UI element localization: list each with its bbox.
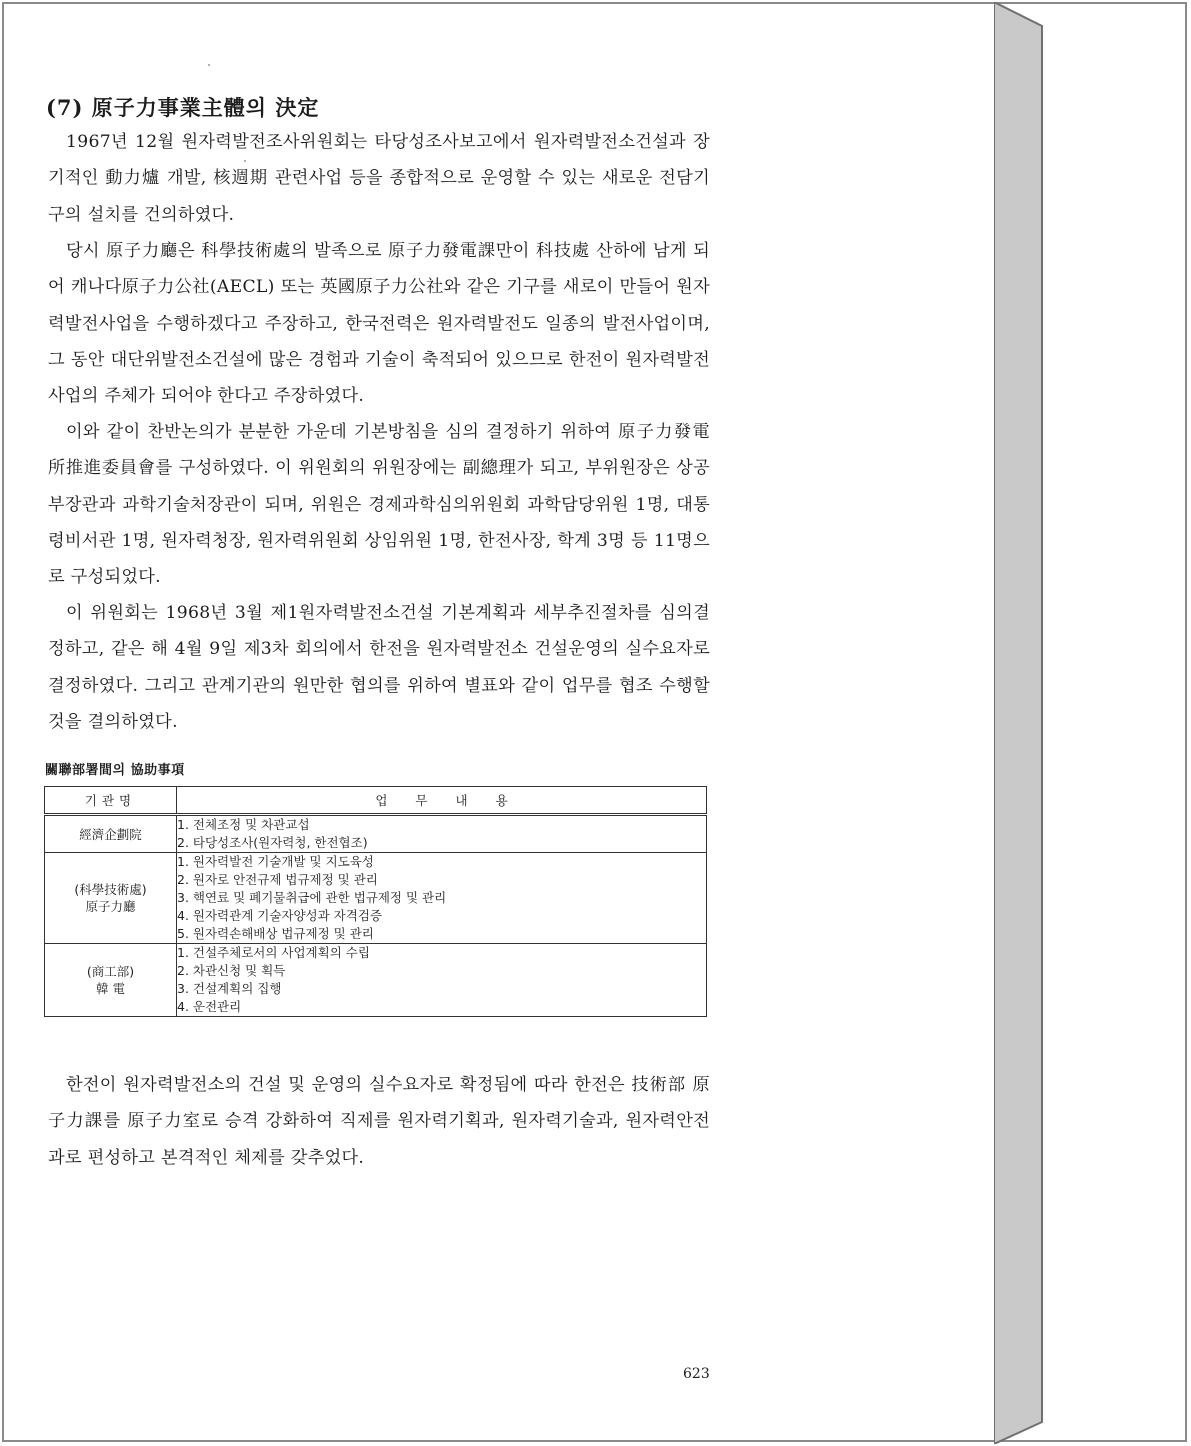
duty-item: 3. 핵연료 및 폐기물취급에 관한 법규제정 및 관리 (177, 890, 447, 905)
agency-line: 經濟企劃院 (79, 826, 142, 842)
duties-cell (177, 944, 707, 1017)
duty-item: 3. 건설계획의 집행 (177, 981, 282, 996)
agency-line: 原子力廳 (85, 899, 136, 914)
duty-item: 2. 차관신청 및 획득 (177, 963, 286, 978)
section-heading: (7) 原子力事業主體의 決定 (46, 95, 320, 120)
duty-item: 5. 원자력손해배상 법규제정 및 관리 (177, 926, 374, 941)
paragraph: 당시 原子力廳은 科學技術處의 발족으로 原子力發電課만이 科技處 산하에 남게 되어 캐나다原子力公社(AECL) 또는 英國原子力公社와 같은 기구를 새로이 만들어 원자력발전사업을 수행하겠다고 주장하고, 한국전력은 원자력발전도 일종의 발전사업이며, 그 동안 대단위발전소건설에 많은 경험과 기술이 축적되어 있으므로 한전이 원자력발전사업의 주체가 되어야 한다고 주장하였다. (48, 241, 710, 407)
table-row (45, 944, 707, 1017)
agency-line: (科學技術處) (74, 882, 147, 897)
duty-item: 1. 건설주체로서의 사업계획의 수립 (177, 945, 370, 960)
paragraph: 이 위원회는 1968년 3월 제1원자력발전소건설 기본계획과 세부추진절차를 심의결정하고, 같은 해 4월 9일 제3차 회의에서 한전을 원자력발전소 건설운영의 실수요자로 결정하였다. 그리고 관계기관의 원만한 협의를 위하여 별표와 같이 업무를 협조 수행할 것을 결의하였다. (48, 603, 710, 732)
page-number: 623 (683, 1366, 710, 1382)
agency-cell (45, 815, 177, 853)
duty-item: 2. 타당성조사(원자력청, 한전협조) (177, 835, 368, 850)
agency-line: (商工部) (86, 964, 135, 979)
table-row (45, 853, 707, 944)
agency-line: 韓 電 (96, 981, 125, 996)
table-header-row (45, 787, 707, 815)
column-header-duties: 업무내용 (177, 787, 707, 815)
paragraph: 한전이 원자력발전소의 건설 및 운영의 실수요자로 확정됨에 따라 한전은 技術部 原子力課를 原子力室로 승격 강화하여 직제를 원자력기획과, 원자력기술과, 원자력안전과로 편성하고 본격적인 체제를 갖추었다. (48, 1075, 710, 1168)
paragraph: 이와 같이 찬반논의가 분분한 가운데 기본방침을 심의 결정하기 위하여 原子力發電所推進委員會를 구성하였다. 이 위원회의 위원장에는 副總理가 되고, 부위원장은 상공부장관과 과학기술처장관이 되며, 위원은 경제과학심의위원회 과학담당위원 1명, 대통령비서관 1명, 원자력청장, 원자력위원회 상임위원 1명, 한전사장, 학계 3명 등 11명으로 구성되었다. (48, 422, 710, 588)
duties-cell (177, 853, 707, 944)
agency-cell (45, 853, 177, 944)
duty-item: 4. 운전관리 (177, 999, 242, 1014)
column-header-agency: 기관명 (45, 787, 177, 815)
table-caption: 關聯部署間의 協助事項 (45, 763, 185, 778)
cooperation-table (44, 786, 707, 1017)
duties-cell (177, 815, 707, 853)
scan-speck (208, 64, 210, 66)
duty-item: 2. 원자로 안전규제 법규제정 및 관리 (177, 872, 378, 887)
agency-cell (45, 944, 177, 1017)
duty-item: 1. 원자력발전 기술개발 및 지도육성 (177, 854, 374, 869)
duty-item: 4. 원자력관계 기술자양성과 자격검증 (177, 908, 382, 923)
paragraph: 1967년 12월 원자력발전조사위원회는 타당성조사보고에서 원자력발전소건설과 장기적인 動力爐 개발, 核週期 관련사업 등을 종합적으로 운영할 수 있는 새로운 전담기구의 설치를 건의하였다. (48, 132, 710, 225)
book-edge (994, 2, 1048, 1444)
table-row (45, 815, 707, 853)
duty-item: 1. 전체조정 및 차관교섭 (177, 817, 310, 832)
